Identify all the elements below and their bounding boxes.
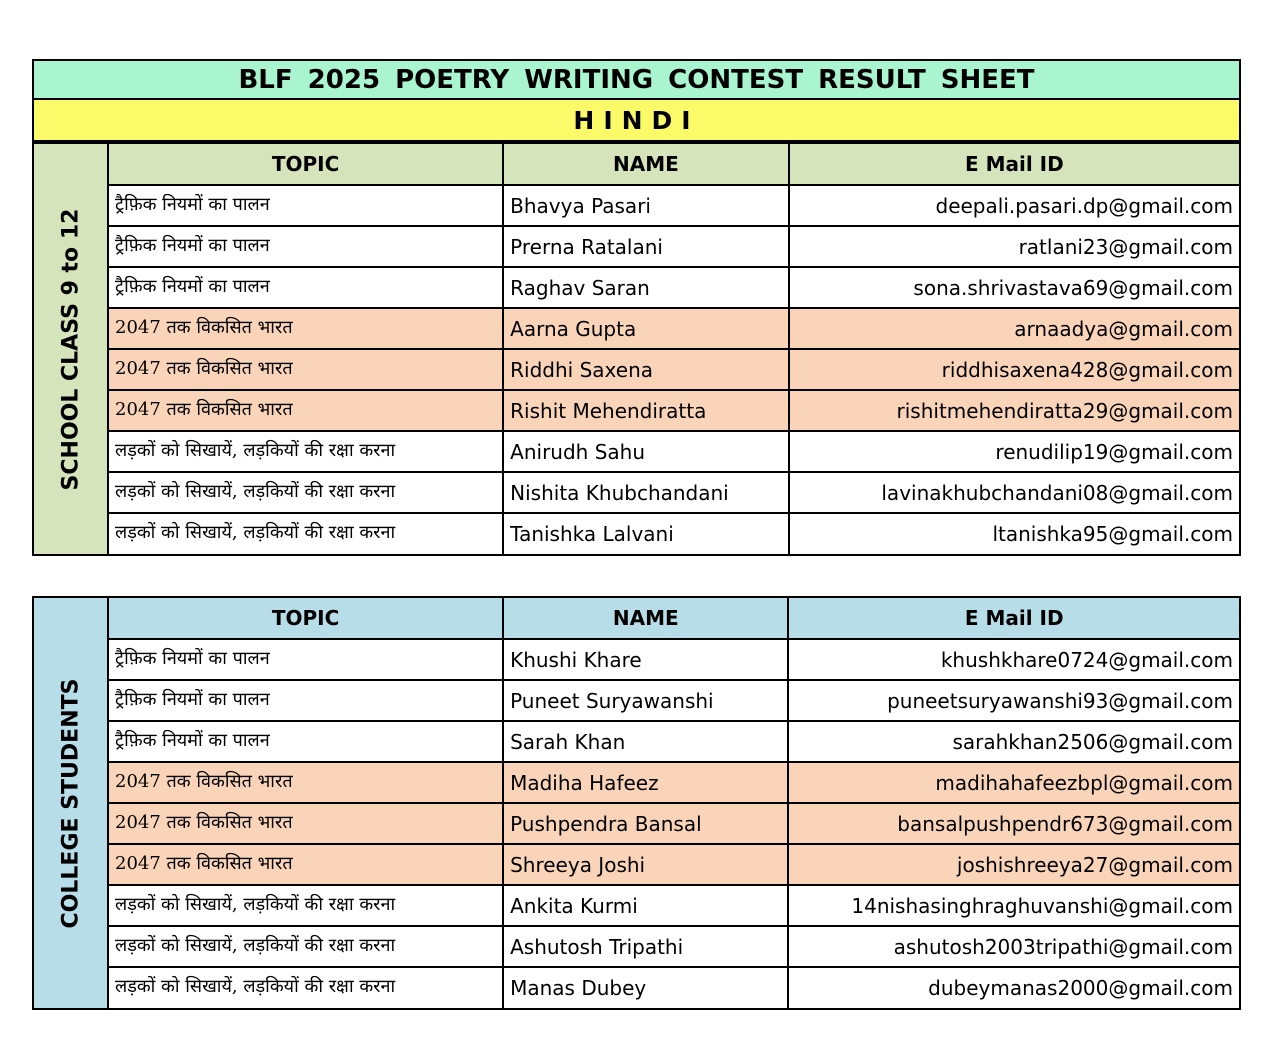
table-row bbox=[109, 185, 1239, 226]
table-row bbox=[109, 803, 1239, 844]
email-cell: renudilip19@gmail.com bbox=[789, 431, 1239, 472]
topic-header: TOPIC bbox=[109, 598, 503, 639]
topic-cell: 2047 तक विकसित भारत bbox=[109, 844, 503, 885]
email-cell: ashutosh2003tripathi@gmail.com bbox=[788, 926, 1239, 967]
table-row bbox=[109, 390, 1239, 431]
email-header: E Mail ID bbox=[789, 144, 1239, 185]
name-cell: Khushi Khare bbox=[503, 639, 788, 680]
name-cell: Tanishka Lalvani bbox=[503, 513, 789, 554]
email-header: E Mail ID bbox=[788, 598, 1239, 639]
email-cell: ltanishka95@gmail.com bbox=[789, 513, 1239, 554]
name-cell: Raghav Saran bbox=[503, 267, 789, 308]
topic-cell: ट्रैफ़िक नियमों का पालन bbox=[109, 267, 503, 308]
language-banner: HINDI bbox=[32, 100, 1241, 142]
email-cell: sona.shrivastava69@gmail.com bbox=[789, 267, 1239, 308]
table-row bbox=[109, 308, 1239, 349]
name-cell: Pushpendra Bansal bbox=[503, 803, 788, 844]
email-cell: riddhisaxena428@gmail.com bbox=[789, 349, 1239, 390]
email-cell: khushkhare0724@gmail.com bbox=[788, 639, 1239, 680]
topic-cell: लड़कों को सिखायें, लड़कियों की रक्षा करना bbox=[109, 431, 503, 472]
table-row bbox=[109, 844, 1239, 885]
table-row bbox=[109, 226, 1239, 267]
table-row bbox=[109, 926, 1239, 967]
email-cell: lavinakhubchandani08@gmail.com bbox=[789, 472, 1239, 513]
table-header-row bbox=[109, 144, 1239, 185]
topic-cell: ट्रैफ़िक नियमों का पालन bbox=[109, 721, 503, 762]
email-cell: bansalpushpendr673@gmail.com bbox=[788, 803, 1239, 844]
name-cell: Manas Dubey bbox=[503, 967, 788, 1008]
name-cell: Aarna Gupta bbox=[503, 308, 789, 349]
topic-cell: लड़कों को सिखायें, लड़कियों की रक्षा करना bbox=[109, 472, 503, 513]
table-row bbox=[109, 967, 1239, 1008]
school-section-label-cell bbox=[34, 144, 109, 554]
email-cell: deepali.pasari.dp@gmail.com bbox=[789, 185, 1239, 226]
college-section bbox=[32, 596, 1241, 1010]
table-row bbox=[109, 472, 1239, 513]
table-row bbox=[109, 349, 1239, 390]
sheet-title: BLF 2025 POETRY WRITING CONTEST RESULT SHEET bbox=[32, 59, 1241, 100]
school-results-table bbox=[109, 144, 1239, 554]
name-cell: Madiha Hafeez bbox=[503, 762, 788, 803]
school-section bbox=[32, 142, 1241, 556]
name-cell: Shreeya Joshi bbox=[503, 844, 788, 885]
topic-cell: 2047 तक विकसित भारत bbox=[109, 349, 503, 390]
name-cell: Sarah Khan bbox=[503, 721, 788, 762]
topic-header: TOPIC bbox=[109, 144, 503, 185]
topic-cell: ट्रैफ़िक नियमों का पालन bbox=[109, 226, 503, 267]
table-row bbox=[109, 513, 1239, 554]
table-row bbox=[109, 680, 1239, 721]
email-cell: 14nishasinghraghuvanshi@gmail.com bbox=[788, 885, 1239, 926]
table-row bbox=[109, 639, 1239, 680]
email-cell: sarahkhan2506@gmail.com bbox=[788, 721, 1239, 762]
table-row bbox=[109, 267, 1239, 308]
topic-cell: ट्रैफ़िक नियमों का पालन bbox=[109, 680, 503, 721]
email-cell: dubeymanas2000@gmail.com bbox=[788, 967, 1239, 1008]
email-cell: rishitmehendiratta29@gmail.com bbox=[789, 390, 1239, 431]
topic-cell: 2047 तक विकसित भारत bbox=[109, 762, 503, 803]
name-cell: Anirudh Sahu bbox=[503, 431, 789, 472]
name-header: NAME bbox=[503, 598, 788, 639]
topic-cell: 2047 तक विकसित भारत bbox=[109, 803, 503, 844]
topic-cell: 2047 तक विकसित भारत bbox=[109, 390, 503, 431]
topic-cell: 2047 तक विकसित भारत bbox=[109, 308, 503, 349]
topic-cell: लड़कों को सिखायें, लड़कियों की रक्षा करना bbox=[109, 513, 503, 554]
email-cell: ratlani23@gmail.com bbox=[789, 226, 1239, 267]
email-cell: joshishreeya27@gmail.com bbox=[788, 844, 1239, 885]
topic-cell: ट्रैफ़िक नियमों का पालन bbox=[109, 185, 503, 226]
school-section-label: SCHOOL CLASS 9 to 12 bbox=[58, 208, 84, 490]
email-cell: madihahafeezbpl@gmail.com bbox=[788, 762, 1239, 803]
topic-cell: ट्रैफ़िक नियमों का पालन bbox=[109, 639, 503, 680]
table-header-row bbox=[109, 598, 1239, 639]
name-cell: Prerna Ratalani bbox=[503, 226, 789, 267]
name-cell: Riddhi Saxena bbox=[503, 349, 789, 390]
name-cell: Bhavya Pasari bbox=[503, 185, 789, 226]
name-cell: Rishit Mehendiratta bbox=[503, 390, 789, 431]
college-section-label: COLLEGE STUDENTS bbox=[58, 678, 83, 928]
table-row bbox=[109, 431, 1239, 472]
result-sheet-header bbox=[32, 59, 1241, 142]
topic-cell: लड़कों को सिखायें, लड़कियों की रक्षा करना bbox=[109, 885, 503, 926]
college-results-table bbox=[109, 598, 1239, 1008]
college-section-label-cell bbox=[34, 598, 109, 1008]
name-cell: Ankita Kurmi bbox=[503, 885, 788, 926]
topic-cell: लड़कों को सिखायें, लड़कियों की रक्षा करना bbox=[109, 926, 503, 967]
name-cell: Ashutosh Tripathi bbox=[503, 926, 788, 967]
table-row bbox=[109, 885, 1239, 926]
table-row bbox=[109, 721, 1239, 762]
name-cell: Nishita Khubchandani bbox=[503, 472, 789, 513]
topic-cell: लड़कों को सिखायें, लड़कियों की रक्षा करना bbox=[109, 967, 503, 1008]
name-cell: Puneet Suryawanshi bbox=[503, 680, 788, 721]
email-cell: puneetsuryawanshi93@gmail.com bbox=[788, 680, 1239, 721]
email-cell: arnaadya@gmail.com bbox=[789, 308, 1239, 349]
table-row bbox=[109, 762, 1239, 803]
name-header: NAME bbox=[503, 144, 789, 185]
